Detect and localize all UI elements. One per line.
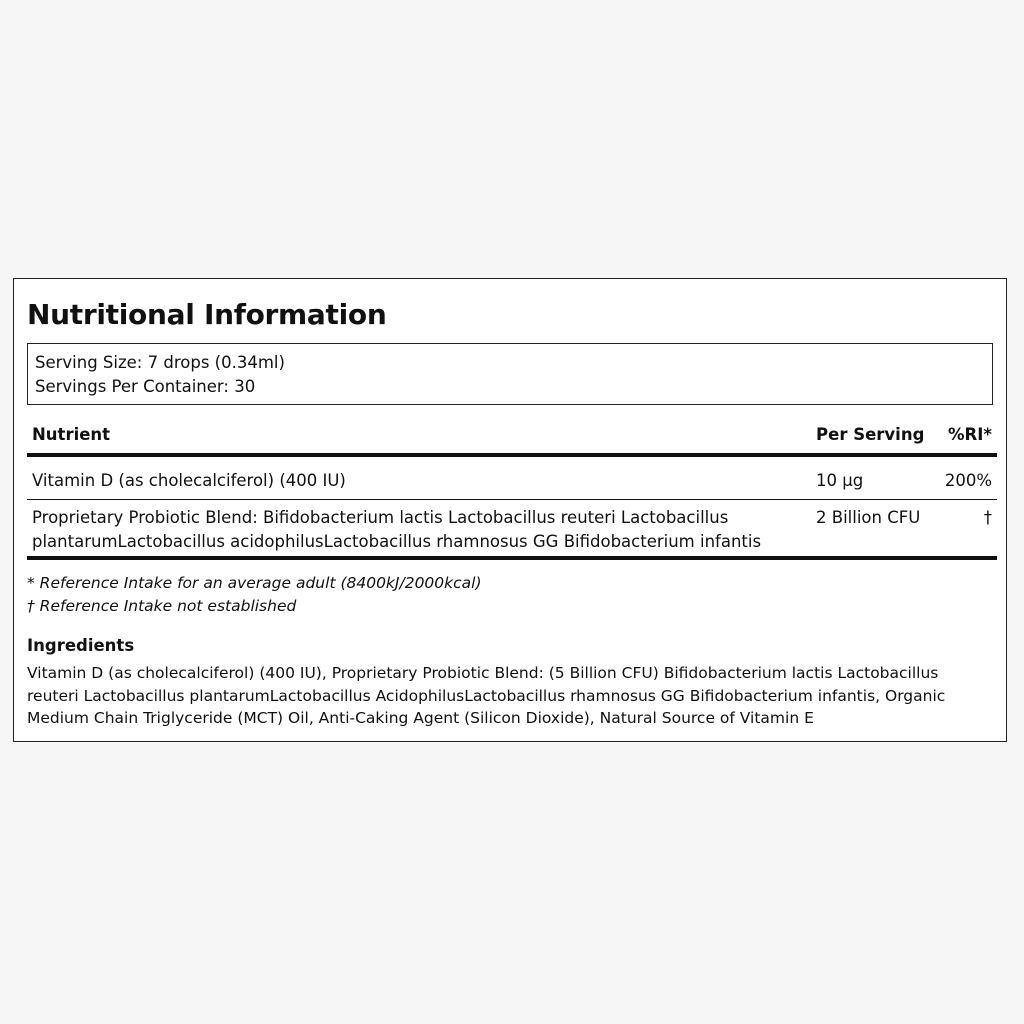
nutrition-panel <box>13 278 1007 742</box>
nutrient-name: Proprietary Probiotic Blend: Bifidobacterium lactis Lactobacillus reuteri Lactobacillus plantarumLactobacillus acidophilusLactobacillus rhamnosus GG Bifidobacterium infantis <box>27 500 811 559</box>
header-per-serving: Per Serving <box>811 419 929 455</box>
ri-value: 200% <box>929 455 997 500</box>
table-row <box>27 455 997 500</box>
ingredients-title: Ingredients <box>27 636 135 655</box>
header-nutrient: Nutrient <box>27 419 811 455</box>
footnotes <box>27 572 993 618</box>
panel-title: Nutritional Information <box>27 298 387 331</box>
ri-value: † <box>929 500 997 559</box>
serving-size: Serving Size: 7 drops (0.34ml) <box>35 353 285 372</box>
header-ri: %RI* <box>929 419 997 455</box>
servings-per-container: Servings Per Container: 30 <box>35 377 256 396</box>
table-header-row <box>27 419 997 455</box>
dagger-footnote: † Reference Intake not established <box>27 597 297 615</box>
per-serving-value: 2 Billion CFU <box>811 500 929 559</box>
nutrient-name: Vitamin D (as cholecalciferol) (400 IU) <box>27 455 811 500</box>
ingredients-text: Vitamin D (as cholecalciferol) (400 IU), Proprietary Probiotic Blend: (5 Billion CFU) Bifidobacterium lactis Lactobacillus reuteri Lactobacillus plantarumLactobacillus AcidophilusLactobacillus rhamnosus GG Bifidobacterium infantis, Organic Medium Chain Triglyceride (MCT) Oil, Anti-Caking Agent (Silicon Dioxide), Natural Source of Vitamin E <box>27 664 946 727</box>
nutrient-table <box>27 419 997 560</box>
ri-footnote: * Reference Intake for an average adult (8400kJ/2000kcal) <box>27 574 482 592</box>
per-serving-value: 10 µg <box>811 455 929 500</box>
table-row <box>27 500 997 559</box>
serving-info-box <box>27 343 993 405</box>
